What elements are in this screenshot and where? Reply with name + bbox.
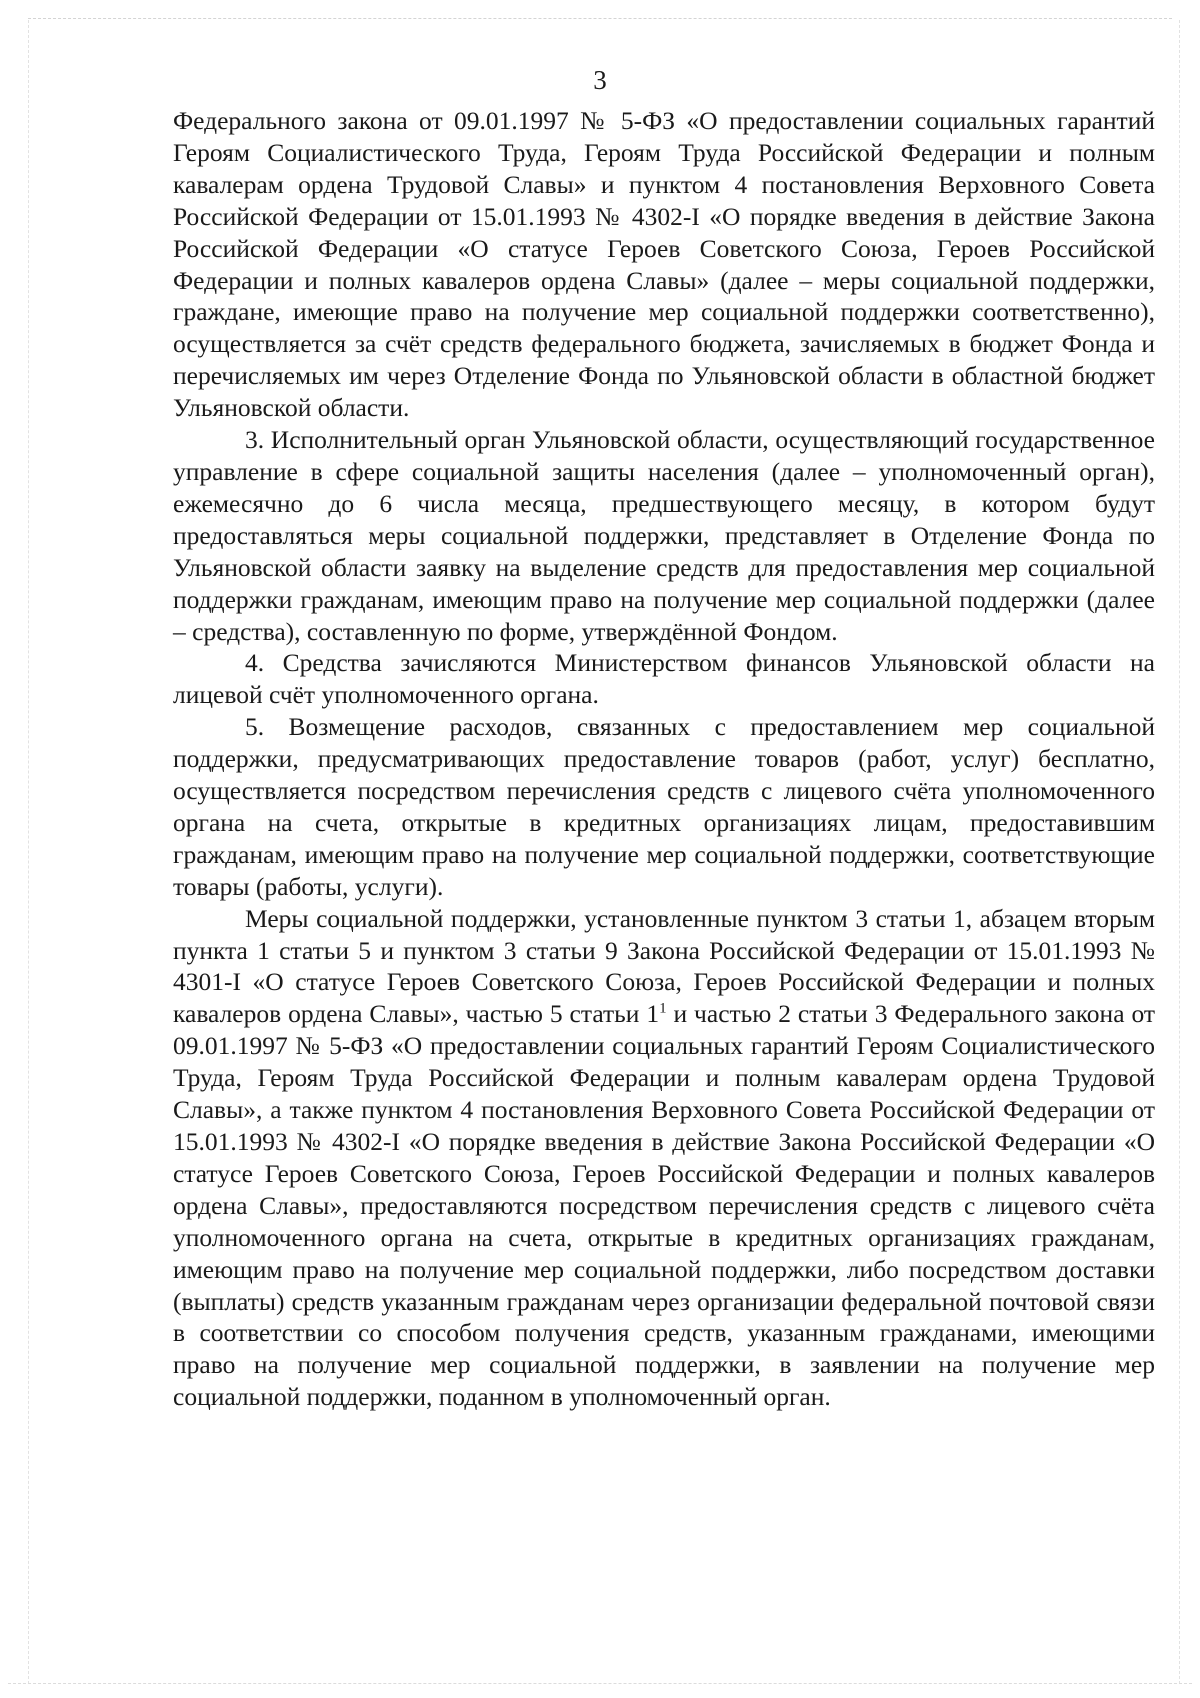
paragraph-measures xyxy=(173,903,1155,1414)
paragraph-measures-text-end: и частью 2 статьи 3 Федерального закона от 09.01.1997 № 5-ФЗ «О предоставлении социальных гарантий Героям Социалистического Труда, Героям Труда Российской Федерации и полным кавалерам ордена Трудовой Славы», а также пунктом 4 постановления Верховного Совета Российской Федерации от 15.01.1993 № 4302-I «О порядке введения в действие Закона Российской Федерации «О статусе Героев Советского Союза, Героев Российской Федерации и полных кавалеров ордена Славы», предоставляются посредством перечисления средств с лицевого счёта уполномоченного органа на счета, открытые в кредитных организациях гражданам, имеющим право на получение мер социальной поддержки, либо посредством доставки (выплаты) средств указанным гражданам через организации федеральной почтовой связи в соответствии со способом получения средств, указанным гражданами, имеющими право на получение мер социальной поддержки, в заявлении на получение мер социальной поддержки, поданном в уполномоченный орган. xyxy=(173,999,1156,1412)
paragraph-measures-text-start: Меры социальной поддержки, установленные пунктом 3 статьи 1, абзацем вторым пункта 1 статьи 5 и пунктом 3 статьи 9 Закона Российской Федерации от 15.01.1993 № 4301-I «О статусе Героев Советского Союза, Героев Российской Федерации и полных кавалеров ордена Славы», частью 5 статьи 1 xyxy=(173,903,1155,1029)
paragraph-item-5: 5. Возмещение расходов, связанных с предоставлением мер социальной поддержки, предусматривающих предоставление товаров (работ, услуг) бесплатно, осуществляется посредством перечисления средств с лицевого счёта уполномоченного органа на счета, открытые в кредитных организациях лицам, предоставившим гражданам, имеющим право на получение мер социальной поддержки, соответствующие товары (работы, услуги). xyxy=(173,712,1155,901)
paragraph-continuation: Федерального закона от 09.01.1997 № 5-ФЗ «О предоставлении социальных гарантий Героям Социалистического Труда, Героям Труда Российской Федерации и полным кавалерам ордена Трудовой Славы» и пунктом 4 постановления Верховного Совета Российской Федерации от 15.01.1993 № 4302-I «О порядке введения в действие Закона Российской Федерации «О статусе Героев Советского Союза, Героев Российской Федерации и полных кавалеров ордена Славы» (далее – меры социальной поддержки, граждане, имеющие право на получение мер социальной поддержки соответственно), осуществляется за счёт средств федерального бюджета, зачисляемых в бюджет Фонда и перечисляемых им через Отделение Фонда по Ульяновской области в областной бюджет Ульяновской области. xyxy=(173,106,1155,423)
scan-edge-right xyxy=(1179,20,1180,1684)
document-body xyxy=(173,105,1155,1413)
page-number: 3 xyxy=(593,65,607,95)
scan-edge-top xyxy=(28,18,1172,19)
article-superscript: 1 xyxy=(659,1000,667,1017)
scan-edge-left xyxy=(28,20,29,1684)
paragraph-item-4: 4. Средства зачисляются Министерством финансов Ульяновской области на лицевой счёт уполномоченного органа. xyxy=(173,648,1155,710)
scan-edge-bottom xyxy=(8,1683,1192,1684)
paragraph-item-3: 3. Исполнительный орган Ульяновской области, осуществляющий государственное управление в сфере социальной защиты населения (далее – уполномоченный орган), ежемесячно до 6 числа месяца, предшествующего месяцу, в котором будут предоставляться меры социальной поддержки, представляет в Отделение Фонда по Ульяновской области заявку на выделение средств для предоставления мер социальной поддержки гражданам, имеющим право на получение мер социальной поддержки (далее – средства), составленную по форме, утверждённой Фондом. xyxy=(173,425,1155,646)
